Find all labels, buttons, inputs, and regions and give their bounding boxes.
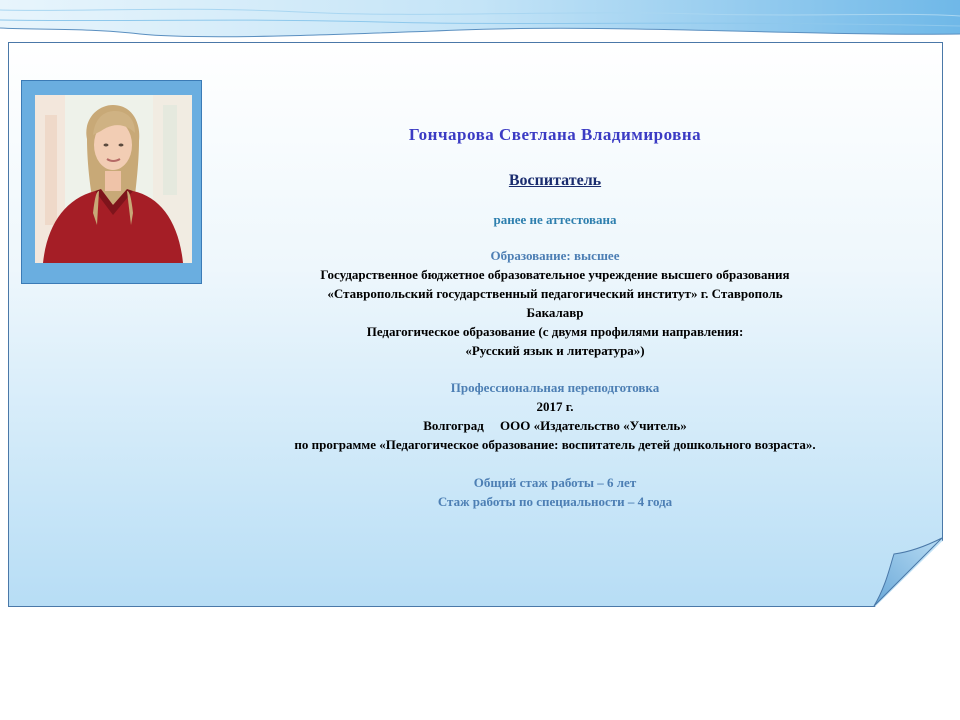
teacher-name: Гончарова Светлана Владимировна (408, 125, 702, 144)
education-program-line2: «Русский язык и литература») (465, 343, 645, 358)
education-degree: Бакалавр (526, 305, 584, 320)
retraining-program: по программе «Педагогическое образование: воспитатель детей дошкольного возраста». (294, 437, 816, 452)
education-institution-line2: «Ставропольский государственный педагогический институт» г. Ставрополь (327, 286, 783, 301)
specialty-experience: Стаж работы по специальности – 4 года (437, 494, 673, 509)
top-wave-banner (0, 0, 960, 42)
certification-status: ранее не аттестована (493, 212, 617, 227)
retraining-label: Профессиональная переподготовка (450, 380, 660, 395)
photo-frame (21, 80, 202, 284)
education-label: Образование: высшее (490, 248, 620, 263)
retraining-year: 2017 г. (536, 399, 574, 414)
portrait-photo (35, 95, 192, 263)
education-program-line1: Педагогическое образование (с двумя профилями направления: (366, 324, 744, 339)
education-institution-line1: Государственное бюджетное образовательное учреждение высшего образования (320, 267, 790, 282)
retraining-organization: Волгоград ООО «Издательство «Учитель» (423, 418, 687, 433)
profile-content (210, 124, 900, 511)
position-title: Воспитатель (508, 172, 602, 189)
page-curl-corner (860, 536, 944, 610)
total-experience: Общий стаж работы – 6 лет (473, 475, 637, 490)
portrait-illustration (35, 95, 192, 263)
